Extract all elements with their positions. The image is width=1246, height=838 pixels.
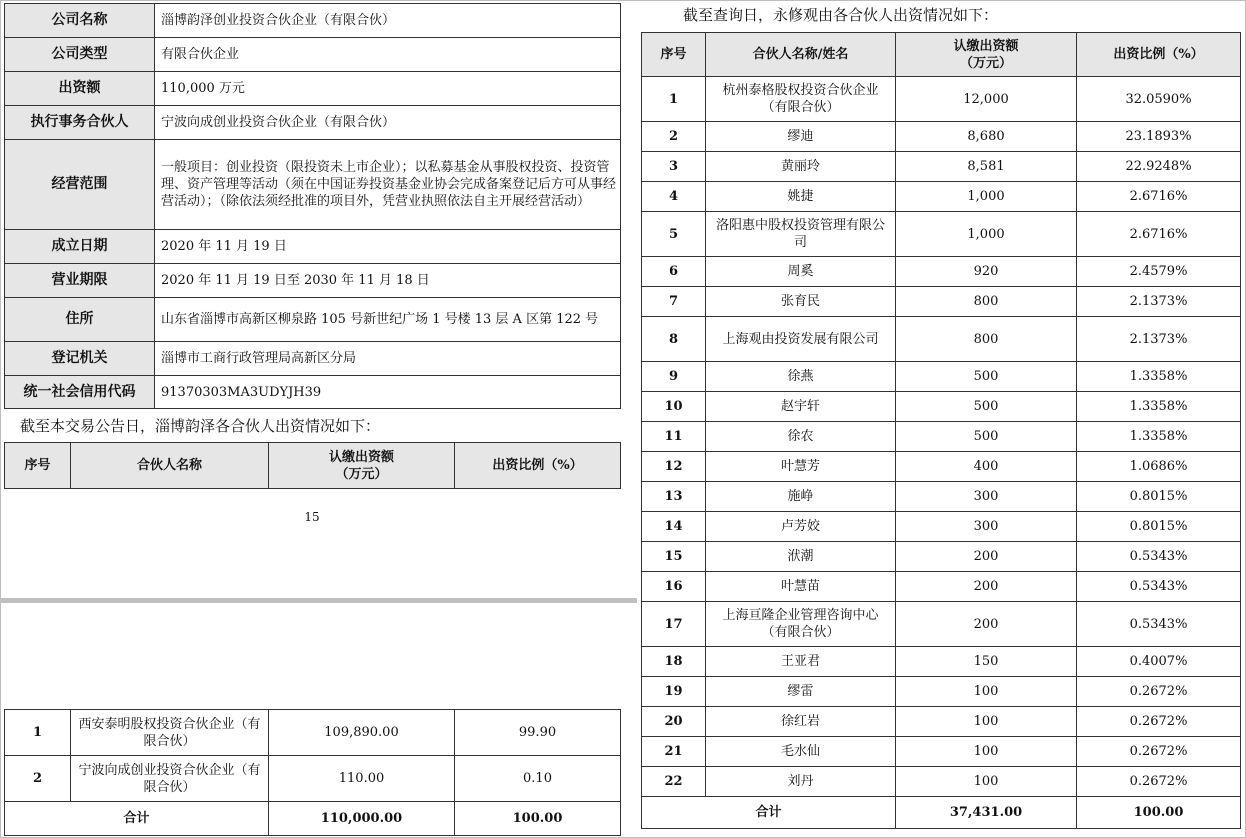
row-amount: 300 (896, 482, 1077, 512)
row-index: 2 (5, 756, 71, 802)
row-ratio: 0.8015% (1077, 512, 1241, 542)
table-row (642, 677, 1241, 707)
row-index: 10 (642, 392, 706, 422)
row-amount: 8,581 (896, 152, 1077, 182)
table-row (642, 122, 1241, 152)
row-amount: 800 (896, 317, 1077, 362)
right-partner-table (641, 32, 1241, 829)
left-partner-table-header (4, 442, 621, 489)
total-amount: 37,431.00 (896, 797, 1077, 829)
row-index: 15 (642, 542, 706, 572)
row-ratio: 0.5343% (1077, 602, 1241, 647)
info-value: 91370303MA3UDYJH39 (155, 376, 621, 409)
table-row (642, 602, 1241, 647)
row-amount: 920 (896, 257, 1077, 287)
total-row (5, 802, 621, 836)
row-amount: 400 (896, 452, 1077, 482)
row-index: 11 (642, 422, 706, 452)
row-amount: 500 (896, 392, 1077, 422)
table-row (642, 542, 1241, 572)
row-partner-name: 西安泰明股权投资合伙企业（有限合伙） (71, 710, 269, 756)
row-partner-name: 施峥 (706, 482, 896, 512)
row-partner-name: 宁波向成创业投资合伙企业（有限合伙） (71, 756, 269, 802)
row-index: 6 (642, 257, 706, 287)
row-amount: 300 (896, 512, 1077, 542)
table-row (642, 257, 1241, 287)
row-amount: 200 (896, 572, 1077, 602)
row-amount: 500 (896, 362, 1077, 392)
info-row (5, 4, 621, 38)
row-ratio: 0.4007% (1077, 647, 1241, 677)
row-ratio: 0.2672% (1077, 677, 1241, 707)
row-partner-name: 徐农 (706, 422, 896, 452)
row-partner-name: 姚捷 (706, 182, 896, 212)
row-index: 16 (642, 572, 706, 602)
table-row (642, 512, 1241, 542)
row-index: 4 (642, 182, 706, 212)
row-index: 22 (642, 767, 706, 797)
row-amount: 1,000 (896, 212, 1077, 257)
info-row (5, 140, 621, 230)
row-amount: 100 (896, 737, 1077, 767)
info-value: 2020 年 11 月 19 日至 2030 年 11 月 18 日 (155, 264, 621, 298)
table-row (642, 392, 1241, 422)
row-ratio: 23.1893% (1077, 122, 1241, 152)
info-label: 登记机关 (5, 342, 155, 376)
info-value: 淄博韵泽创业投资合伙企业（有限合伙） (155, 4, 621, 38)
row-ratio: 0.5343% (1077, 572, 1241, 602)
info-label: 成立日期 (5, 230, 155, 264)
total-ratio: 100.00 (455, 802, 621, 836)
info-value: 山东省淄博市高新区柳泉路 105 号新世纪广场 1 号楼 13 层 A 区第 122 号 (155, 298, 621, 342)
info-row (5, 38, 621, 72)
info-row (5, 230, 621, 264)
info-label: 住所 (5, 298, 155, 342)
row-partner-name: 王亚君 (706, 647, 896, 677)
row-index: 8 (642, 317, 706, 362)
row-ratio: 1.3358% (1077, 422, 1241, 452)
row-partner-name: 周奚 (706, 257, 896, 287)
row-partner-name: 上海亘隆企业管理咨询中心（有限合伙） (706, 602, 896, 647)
row-index: 14 (642, 512, 706, 542)
row-partner-name: 毛水仙 (706, 737, 896, 767)
table-row (642, 287, 1241, 317)
info-value: 一般项目：创业投资（限投资未上市企业）；以私募基金从事股权投资、投资管理、资产管理等活动（须在中国证券投资基金业协会完成备案登记后方可从事经营活动）；（除依法须经批准的项目外，凭营业执照依法自主开展经营活动） (155, 140, 621, 230)
row-amount: 800 (896, 287, 1077, 317)
info-label: 统一社会信用代码 (5, 376, 155, 409)
row-index: 1 (5, 710, 71, 756)
row-ratio: 0.2672% (1077, 767, 1241, 797)
row-ratio: 1.3358% (1077, 362, 1241, 392)
row-ratio: 0.2672% (1077, 737, 1241, 767)
table-row (642, 572, 1241, 602)
info-row (5, 298, 621, 342)
left-partner-table (4, 709, 621, 836)
row-amount: 109,890.00 (269, 710, 455, 756)
row-partner-name: 徐燕 (706, 362, 896, 392)
row-amount: 100 (896, 707, 1077, 737)
table-row (642, 647, 1241, 677)
table-row (642, 452, 1241, 482)
col-header-ratio: 出资比例（%） (455, 443, 621, 489)
row-ratio: 2.6716% (1077, 182, 1241, 212)
row-partner-name: 赵宇轩 (706, 392, 896, 422)
table-row (642, 77, 1241, 122)
right-intro-text: 截至查询日，永修观由各合伙人出资情况如下： (683, 6, 999, 24)
row-ratio: 0.10 (455, 756, 621, 802)
col-header-amount: 认缴出资额 （万元） (896, 33, 1077, 77)
row-partner-name: 洑潮 (706, 542, 896, 572)
row-amount: 200 (896, 542, 1077, 572)
info-row (5, 72, 621, 106)
row-ratio: 1.3358% (1077, 392, 1241, 422)
row-partner-name: 徐红岩 (706, 707, 896, 737)
table-row (642, 182, 1241, 212)
row-ratio: 2.1373% (1077, 287, 1241, 317)
row-index: 12 (642, 452, 706, 482)
row-index: 3 (642, 152, 706, 182)
table-row (642, 422, 1241, 452)
table-row (642, 767, 1241, 797)
row-index: 19 (642, 677, 706, 707)
row-index: 5 (642, 212, 706, 257)
row-partner-name: 刘丹 (706, 767, 896, 797)
info-label: 经营范围 (5, 140, 155, 230)
total-label: 合计 (5, 802, 269, 836)
row-index: 17 (642, 602, 706, 647)
row-ratio: 0.5343% (1077, 542, 1241, 572)
row-ratio: 32.0590% (1077, 77, 1241, 122)
info-row (5, 264, 621, 298)
info-value: 有限合伙企业 (155, 38, 621, 72)
info-value: 宁波向成创业投资合伙企业（有限合伙） (155, 106, 621, 140)
row-amount: 110.00 (269, 756, 455, 802)
row-partner-name: 缪雷 (706, 677, 896, 707)
row-partner-name: 洛阳惠中股权投资管理有限公司 (706, 212, 896, 257)
row-ratio: 2.6716% (1077, 212, 1241, 257)
info-row (5, 106, 621, 140)
row-index: 18 (642, 647, 706, 677)
row-ratio: 1.0686% (1077, 452, 1241, 482)
page-break-divider (0, 598, 637, 603)
row-ratio: 99.90 (455, 710, 621, 756)
row-index: 2 (642, 122, 706, 152)
info-row (5, 342, 621, 376)
table-row (5, 710, 621, 756)
row-amount: 100 (896, 677, 1077, 707)
col-header-index: 序号 (642, 33, 706, 77)
company-info-table (4, 3, 621, 409)
left-intro-text: 截至本交易公告日，淄博韵泽各合伙人出资情况如下： (20, 417, 381, 435)
row-index: 9 (642, 362, 706, 392)
info-label: 营业期限 (5, 264, 155, 298)
row-partner-name: 黄丽玲 (706, 152, 896, 182)
table-row (5, 756, 621, 802)
info-label: 出资额 (5, 72, 155, 106)
row-partner-name: 上海观由投资发展有限公司 (706, 317, 896, 362)
total-label: 合计 (642, 797, 896, 829)
info-value: 110,000 万元 (155, 72, 621, 106)
table-row (642, 707, 1241, 737)
info-label: 公司类型 (5, 38, 155, 72)
info-value: 淄博市工商行政管理局高新区分局 (155, 342, 621, 376)
row-ratio: 22.9248% (1077, 152, 1241, 182)
info-label: 公司名称 (5, 4, 155, 38)
row-index: 20 (642, 707, 706, 737)
info-label: 执行事务合伙人 (5, 106, 155, 140)
row-amount: 150 (896, 647, 1077, 677)
row-ratio: 0.8015% (1077, 482, 1241, 512)
col-header-ratio: 出资比例（%） (1077, 33, 1241, 77)
row-ratio: 2.1373% (1077, 317, 1241, 362)
table-row (642, 317, 1241, 362)
row-amount: 1,000 (896, 182, 1077, 212)
row-partner-name: 缪迪 (706, 122, 896, 152)
info-row (5, 376, 621, 409)
row-amount: 8,680 (896, 122, 1077, 152)
info-value: 2020 年 11 月 19 日 (155, 230, 621, 264)
table-row (642, 737, 1241, 767)
total-amount: 110,000.00 (269, 802, 455, 836)
row-partner-name: 张育民 (706, 287, 896, 317)
col-header-index: 序号 (5, 443, 71, 489)
table-row (642, 362, 1241, 392)
row-partner-name: 杭州泰格股权投资合伙企业（有限合伙） (706, 77, 896, 122)
row-index: 7 (642, 287, 706, 317)
table-row (642, 212, 1241, 257)
row-amount: 200 (896, 602, 1077, 647)
row-ratio: 2.4579% (1077, 257, 1241, 287)
col-header-amount: 认缴出资额 （万元） (269, 443, 455, 489)
row-index: 13 (642, 482, 706, 512)
row-ratio: 0.2672% (1077, 707, 1241, 737)
row-index: 1 (642, 77, 706, 122)
row-index: 21 (642, 737, 706, 767)
row-partner-name: 叶慧苗 (706, 572, 896, 602)
table-row (642, 152, 1241, 182)
row-amount: 100 (896, 767, 1077, 797)
row-partner-name: 叶慧芳 (706, 452, 896, 482)
row-partner-name: 卢芳姣 (706, 512, 896, 542)
col-header-name: 合伙人名称 (71, 443, 269, 489)
total-row (642, 797, 1241, 829)
page-number: 15 (304, 510, 320, 524)
row-amount: 12,000 (896, 77, 1077, 122)
col-header-name: 合伙人名称/姓名 (706, 33, 896, 77)
row-amount: 500 (896, 422, 1077, 452)
table-row (642, 482, 1241, 512)
total-ratio: 100.00 (1077, 797, 1241, 829)
